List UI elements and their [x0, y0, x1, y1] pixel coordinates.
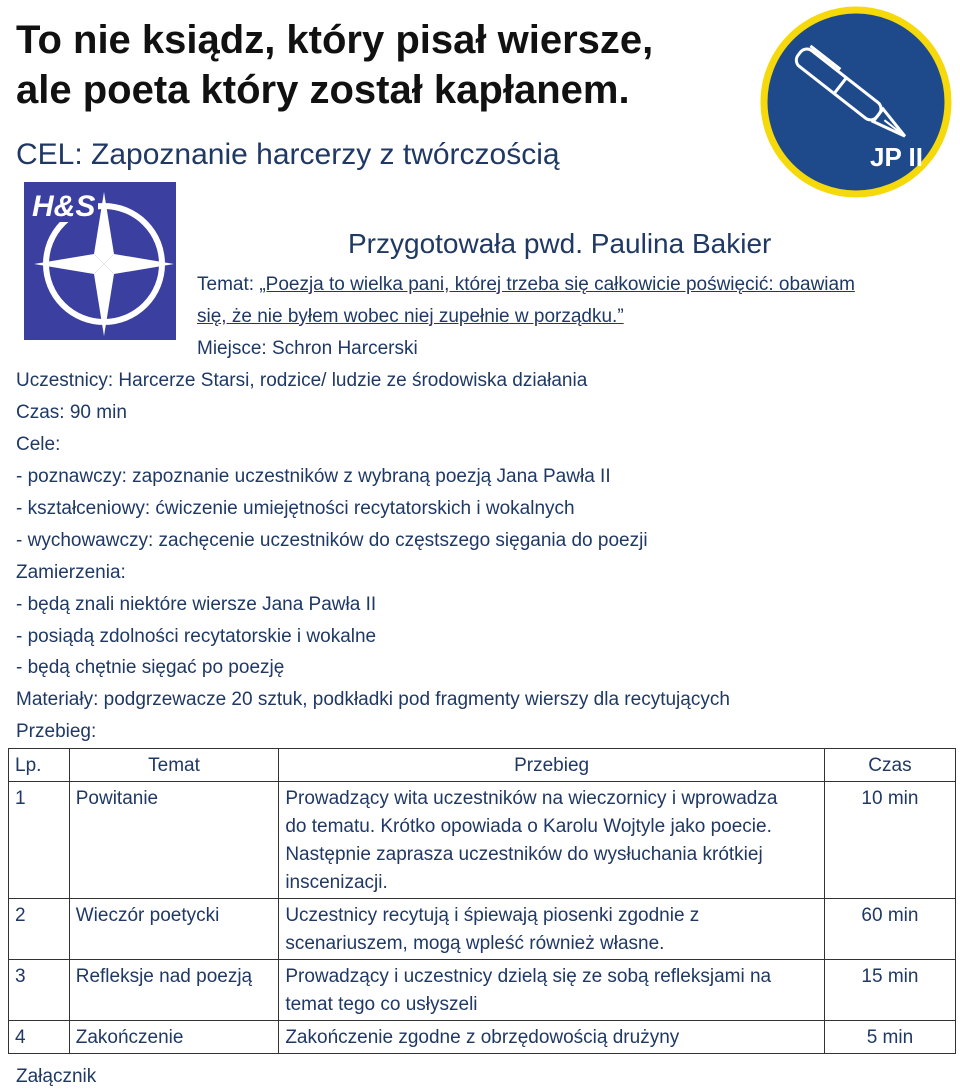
- przebieg-text: Prowadzący i uczestnicy dzielą się ze sobą refleksjami na temat tego co usłyszeli: [285, 966, 772, 1015]
- place-line: [197, 338, 418, 360]
- hs-logo-text: H&S: [32, 190, 96, 223]
- header-temat: Temat: [69, 749, 279, 782]
- table-row: [9, 899, 956, 960]
- place-label: Miejsce:: [197, 338, 267, 359]
- cell-przebieg: [279, 782, 825, 899]
- cell-przebieg: [279, 960, 825, 1021]
- title-line-1: To nie ksiądz, który pisał wiersze,: [16, 18, 654, 62]
- attachment-label: Załącznik: [16, 1066, 97, 1087]
- participants-line: [16, 370, 587, 392]
- compass-star-icon: [24, 182, 176, 340]
- goal-item: - kształceniowy: ćwiczenie umiejętności recytatorskich i wokalnych: [16, 498, 575, 519]
- table-row: [9, 960, 956, 1021]
- time-line: [16, 402, 127, 424]
- cell-lp: 3: [9, 960, 70, 1021]
- topic-line-1: [197, 274, 855, 296]
- table-row: [9, 1021, 956, 1054]
- topic-value-2: się, że nie byłem wobec niej zupełnie w porządku.”: [197, 306, 624, 327]
- przebieg-text: Uczestnicy recytują i śpiewają piosenki zgodnie z scenariuszem, mogą wpleść również własne.: [285, 905, 700, 954]
- topic-label: Temat:: [197, 274, 255, 295]
- przebieg-text: Zakończenie zgodne z obrzędowością drużyny: [285, 1027, 680, 1048]
- cell-temat: Zakończenie: [69, 1021, 279, 1054]
- cell-czas: 15 min: [824, 960, 955, 1021]
- intention-item: - będą znali niektóre wiersze Jana Pawła II: [16, 594, 377, 615]
- header-lp: Lp.: [9, 749, 70, 782]
- cell-czas: 5 min: [824, 1021, 955, 1054]
- goal-line: [16, 138, 560, 172]
- participants-value: Harcerze Starsi, rodzice/ ludzie ze środowiska działania: [118, 370, 588, 391]
- plan-table: [8, 748, 956, 1054]
- cell-temat: Refleksje nad poezją: [69, 960, 279, 1021]
- table-header-row: [9, 749, 956, 782]
- cell-lp: 4: [9, 1021, 70, 1054]
- fountain-pen-icon: [760, 6, 952, 198]
- cell-przebieg: [279, 899, 825, 960]
- goal-item: - wychowawczy: zachęcenie uczestników do częstszego sięgania do poezji: [16, 530, 648, 551]
- place-value: Schron Harcerski: [271, 338, 418, 359]
- header-przebieg: Przebieg: [279, 749, 825, 782]
- goal-item: - poznawczy: zapoznanie uczestników z wybraną poezją Jana Pawła II: [16, 466, 611, 487]
- materials-line: [16, 689, 730, 711]
- time-label: Czas:: [16, 402, 65, 423]
- cell-temat: Wieczór poetycki: [69, 899, 279, 960]
- intention-item: - będą chętnie sięgać po poezję: [16, 657, 285, 678]
- goals-label: Cele:: [16, 434, 61, 455]
- jp-logo: [760, 6, 952, 198]
- author-line: Przygotowała pwd. Paulina Bakier: [348, 228, 772, 259]
- topic-line-2: [197, 306, 624, 328]
- cell-przebieg: [279, 1021, 825, 1054]
- participants-label: Uczestnicy:: [16, 370, 114, 391]
- przebieg-text: Prowadzący wita uczestników na wieczornicy i wprowadza do tematu. Krótko opowiada o Karolu Wojtyle jako poecie. Następnie zaprasza uczestników do wysłuchania krótkiej inscenizacji.: [285, 788, 778, 893]
- goal-value: Zapoznanie harcerzy z twórczością: [91, 138, 560, 171]
- cell-lp: 1: [9, 782, 70, 899]
- jp-logo-text: JP II: [870, 142, 924, 172]
- table-row: [9, 782, 956, 899]
- time-value: 90 min: [69, 402, 127, 423]
- cell-lp: 2: [9, 899, 70, 960]
- cell-czas: 10 min: [824, 782, 955, 899]
- topic-value-1: „Poezja to wielka pani, której trzeba się całkowicie poświęcić: obawiam: [259, 274, 855, 295]
- materials-label: Materiały:: [16, 689, 99, 710]
- intentions-label: Zamierzenia:: [16, 562, 126, 583]
- materials-value: podgrzewacze 20 sztuk, podkładki pod fragmenty wierszy dla recytujących: [103, 689, 730, 710]
- title-line-2: ale poeta który został kapłanem.: [16, 68, 630, 112]
- intention-item: - posiądą zdolności recytatorskie i wokalne: [16, 626, 377, 647]
- header-czas: Czas: [824, 749, 955, 782]
- goal-label: CEL:: [16, 138, 83, 171]
- cell-czas: 60 min: [824, 899, 955, 960]
- course-label: Przebieg:: [16, 721, 97, 742]
- cell-temat: Powitanie: [69, 782, 279, 899]
- hs-logo: [24, 182, 176, 340]
